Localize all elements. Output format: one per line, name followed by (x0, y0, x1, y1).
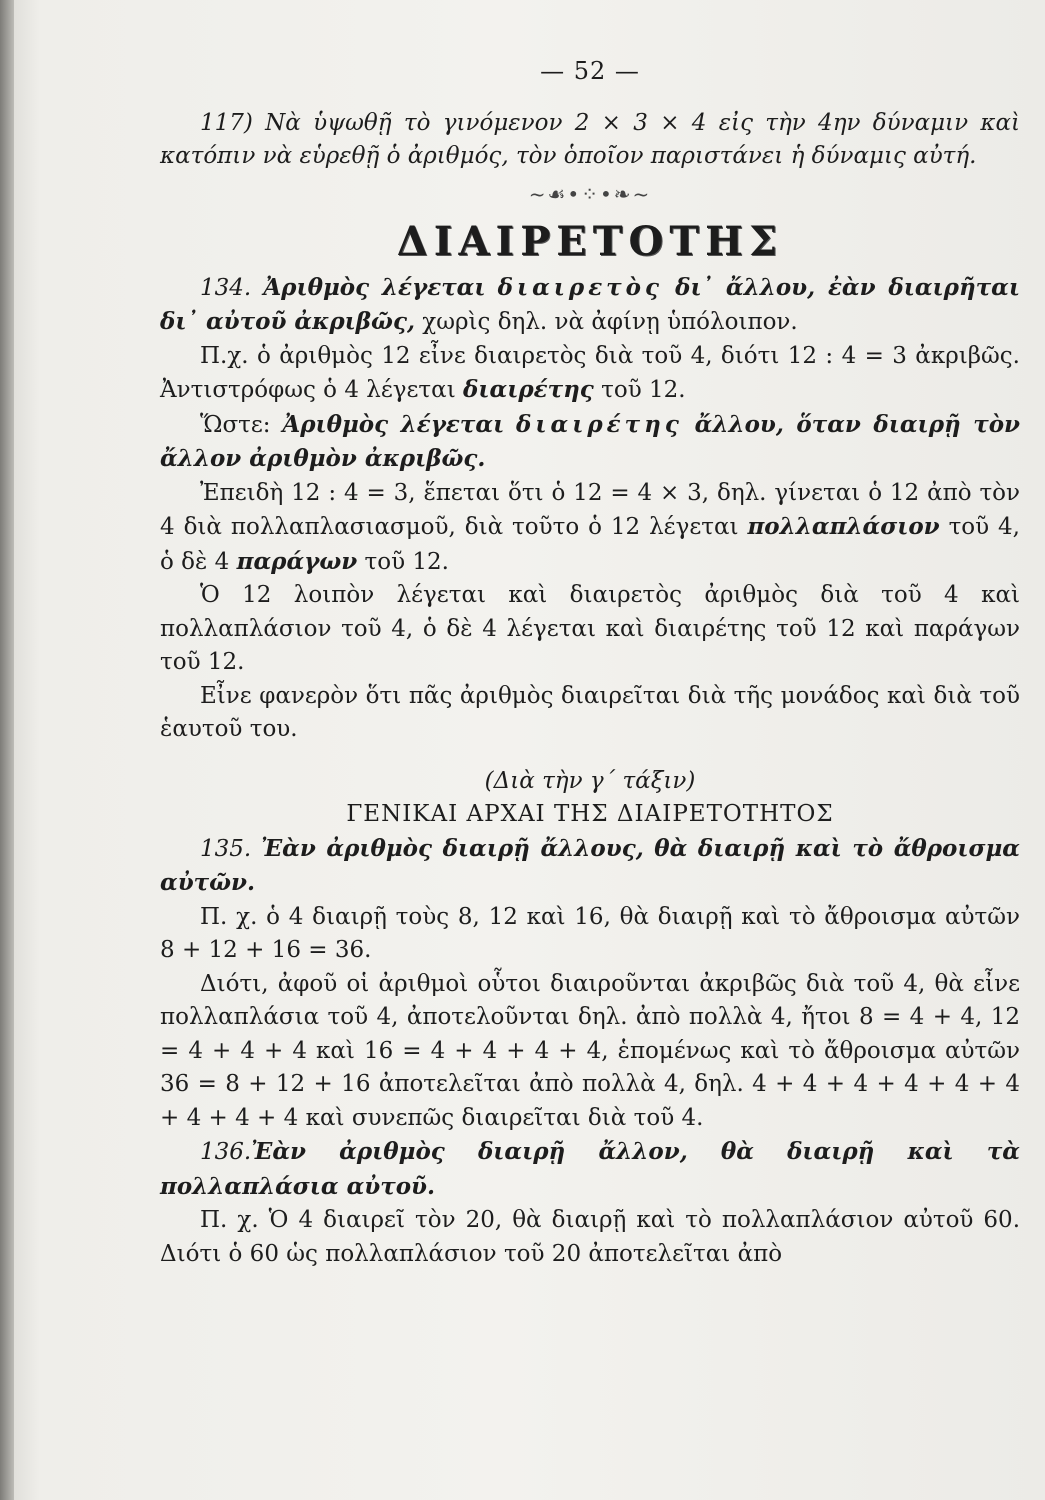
paragraph-134-multiple (160, 477, 1020, 580)
section-number-136: 136. (200, 1139, 252, 1165)
paragraph-136-example: Π. χ. Ὁ 4 διαιρεῖ τὸν 20, θὰ διαιρῇ καὶ τὸ πολλαπλάσιον αὐτοῦ 60. Διότι ὁ 60 ὡς πολλαπλάσιον τοῦ 20 ἀποτελεῖται ἀπὸ (160, 1207, 1020, 1267)
rule-136: Ἐὰν ἀριθμὸς διαιρῇ ἄλλον, θὰ διαιρῇ καὶ τὰ πολλαπλάσια αὐτοῦ. (160, 1138, 1020, 1200)
rule-135: Ἐὰν ἀριθμὸς διαιρῇ ἄλλους, θὰ διαιρῇ καὶ τὸ ἄθροισμα αὐτῶν. (160, 834, 1020, 896)
multiple-text-a: Ἐπειδὴ 12 : 4 = 3, ἕπεται ὅτι ὁ 12 = 4 × 3, δηλ. γίνεται ὁ 12 ἀπὸ τὸν 4 διὰ πολλαπλασιασμοῦ, διὰ τοῦτο ὁ 12 λέγεται (160, 479, 1020, 540)
page-content (160, 55, 1020, 1271)
conclusion-term: διαιρέτης (516, 410, 683, 438)
paragraph-135-proof: Διότι, ἀφοῦ οἱ ἀριθμοὶ οὗτοι διαιροῦνται ἀκριβῶς διὰ τοῦ 4, θὰ εἶνε πολλαπλάσια τοῦ 4, ἀποτελοῦνται δηλ. ἀπὸ πολλὰ 4, ἤτοι 8 = 4 + 4, 12 = 4 + 4 + 4 καὶ 16 = 4 + 4 + 4 + 4, ἑπομένως καὶ τὸ ἄθροισμα αὐτῶν 36 = 8 + 12 + 16 ἀποτελεῖται ἀπὸ πολλὰ 4, δηλ. 4 + 4 + 4 + 4 + 4 + 4 + 4 + 4 + 4 καὶ συνεπῶς διαιρεῖται διὰ τοῦ 4. (160, 970, 1020, 1131)
paragraph-134-definition (160, 271, 1020, 340)
paragraph-134-summary: Ὁ 12 λοιπὸν λέγεται καὶ διαιρετὸς ἀριθμὸς διὰ τοῦ 4 καὶ πολλαπλάσιον τοῦ 4, ὁ δὲ 4 λέγεται καὶ διαιρέτης τοῦ 12 καὶ παράγων τοῦ 12. (160, 582, 1020, 675)
ornament-divider: ~☙•⁘•❧~ (528, 181, 652, 206)
def-134-part3: δι᾽ ἄλλου, ἐὰν διαιρῆται δι᾽ αὐτοῦ ἀκριβῶς, (160, 273, 1021, 335)
term-divisor: διαιρέτης (463, 376, 594, 403)
paragraph-135-example: Π. χ. ὁ 4 διαιρῇ τοὺς 8, 12 καὶ 16, θὰ διαιρῇ καὶ τὸ ἄθροισμα αὐτῶν 8 + 12 + 16 = 36. (160, 903, 1020, 963)
def-134-part2: διαιρετὸς (497, 273, 664, 301)
def-134-part1: Ἀριθμὸς λέγεται (263, 273, 486, 301)
def-134-part4: χωρὶς δηλ. νὰ ἀφίνῃ ὑπόλοιπον. (414, 309, 798, 335)
general-principles-heading: ΓΕΝΙΚΑΙ ΑΡΧΑΙ ΤΗΣ ΔΙΑΙΡΕΤΟΤΗΤΟΣ (346, 801, 834, 827)
section-number-135: 135. (200, 835, 252, 862)
conclusion-prefix: Ὥστε: (200, 411, 283, 438)
paragraph-134-obvious: Εἶνε φανερὸν ὅτι πᾶς ἀριθμὸς διαιρεῖται διὰ τῆς μονάδος καὶ διὰ τοῦ ἑαυτοῦ του. (160, 682, 1020, 742)
multiple-text-e: τοῦ 12. (357, 548, 449, 575)
term-factor: παράγων (236, 547, 358, 575)
paragraph-134-conclusion (160, 408, 1020, 477)
paragraph-135-rule (160, 832, 1020, 901)
page-spine-shadow (0, 0, 14, 1500)
conclusion-part1: Ἀριθμὸς λέγεται (282, 410, 505, 438)
section-title: ΔΙΑΙΡΕΤΟΤΗΣ (396, 218, 784, 265)
paragraph-134-example (160, 340, 1020, 408)
multiple-text-c: τοῦ 4, ὁ δὲ 4 (160, 514, 1020, 575)
page-number: — 52 — (540, 57, 640, 85)
class-note: (Διὰ τὴν γ´ τάξιν) (484, 767, 696, 794)
section-number-134: 134. (200, 274, 252, 301)
example-134-end: τοῦ 12. (593, 377, 686, 403)
term-multiple: πολλαπλάσιον (747, 513, 940, 540)
example-134-text: Π.χ. ὁ ἀριθμὸς 12 εἶνε διαιρετὸς διὰ τοῦ 4, διότι 12 : 4 = 3 ἀκριβῶς. Ἀντιστρόφως ὁ 4 λέγεται (160, 342, 1020, 403)
paragraph-136-rule (160, 1135, 1020, 1204)
conclusion-part2: ἄλλου, ὅταν διαιρῇ τὸν ἄλλον ἀριθμὸν ἀκριβῶς. (160, 410, 1020, 472)
exercise-117: 117) Νὰ ὑψωθῇ τὸ γινόμενον 2 × 3 × 4 εἰς τὴν 4ην δύναμιν καὶ κατόπιν νὰ εὑρεθῇ ὁ ἀριθμός, τὸν ὁποῖον παριστάνει ἡ δύναμις αὐτή. (160, 109, 1020, 169)
